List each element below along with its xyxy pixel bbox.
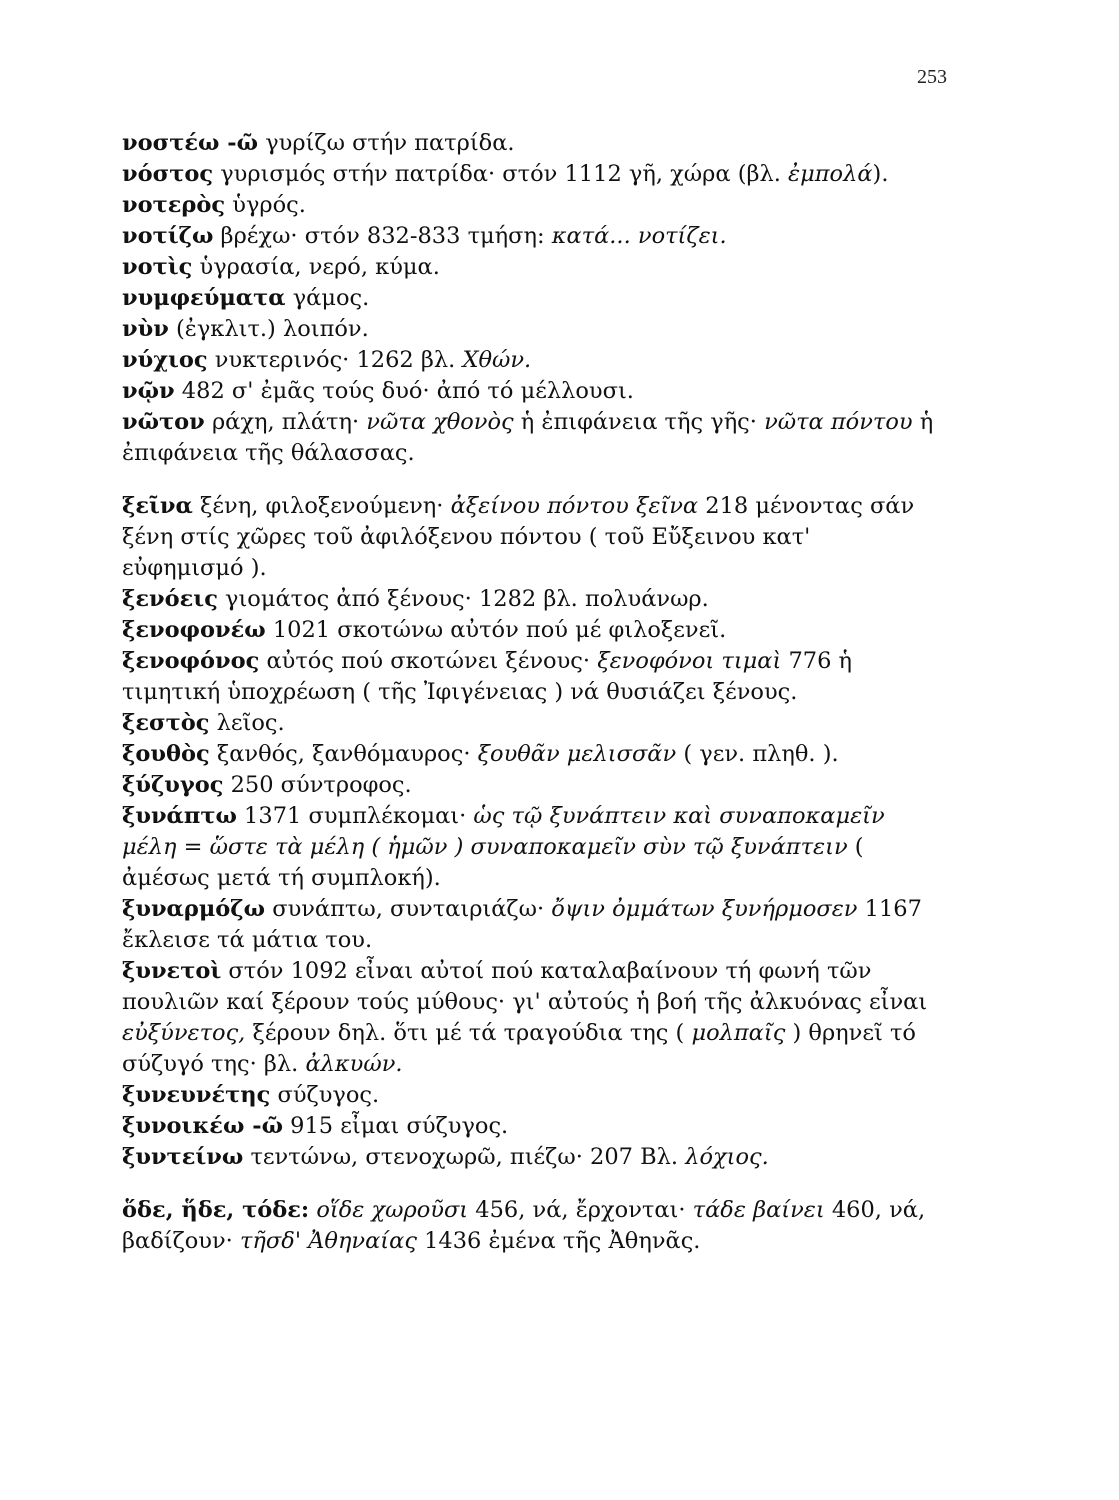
entry-quotation: τῆσδ' Ἀθηναίας — [239, 1228, 417, 1254]
glossary-entry — [122, 956, 937, 1080]
entry-definition: 456, νά, ἔρχονται· — [468, 1197, 693, 1223]
entry-quotation: κατά... νοτίζει. — [551, 223, 727, 249]
glossary-entry — [122, 1195, 937, 1257]
entry-definition: 1436 ἐμένα τῆς Ἀθηνᾶς. — [416, 1228, 701, 1254]
glossary-entries — [122, 128, 937, 1257]
glossary-entry — [122, 190, 937, 221]
entry-quotation: μολπαῖς — [691, 1020, 786, 1046]
glossary-entry — [122, 1142, 937, 1173]
entry-lemma: νοτίζω — [122, 223, 214, 249]
entry-lemma: ξυνάπτω — [122, 803, 237, 829]
entry-definition: 1021 σκοτώνω αὐτόν πού μέ φιλοξενεῖ. — [265, 617, 727, 643]
entry-lemma: ξυνοικέω -ῶ — [122, 1113, 284, 1139]
entry-definition: (ἐγκλιτ.) λοιπόν. — [168, 316, 369, 342]
entry-definition: 1167 ἔκλεισε τά μάτια του. — [122, 896, 922, 953]
entry-quotation: ἀξείνου πόντου ξεῖνα — [450, 493, 699, 519]
entry-definition: γιομάτος ἀπό ξένους· 1282 βλ. πολυάνωρ. — [217, 586, 709, 612]
entry-definition: ξένη, φιλοξενούμενη· — [192, 493, 451, 519]
entry-definition: 776 ἡ τιμητική ὑποχρέωση ( τῆς Ἰφιγένειας ) νά θυσιάζει ξένους. — [122, 648, 853, 705]
entry-definition: στόν 1092 εἶναι αὐτοί πού καταλαβαίνουν τή φωνή τῶν πουλιῶν καί ξέρουν τούς μύθους· γι' αὐτούς ἡ βοή τῆς ἀλκυόνας εἶναι — [122, 958, 928, 1015]
glossary-entry — [122, 252, 937, 283]
glossary-entry — [122, 376, 937, 407]
glossary-entry — [122, 128, 937, 159]
glossary-entry — [122, 283, 937, 314]
entry-quotation: ξενοφόνοι τιμαὶ — [597, 648, 782, 674]
entry-definition: ξέρουν δηλ. ὅτι μέ τά τραγούδια της ( — [245, 1020, 692, 1046]
glossary-entry — [122, 345, 937, 376]
glossary-entry — [122, 1111, 937, 1142]
glossary-entry — [122, 894, 937, 956]
entry-definition: ) θρηνεῖ τό σύζυγό της· βλ. — [122, 1020, 916, 1077]
entry-lemma: νυμφεύματα — [122, 285, 286, 311]
entry-quotation: ἐμπολά — [788, 161, 873, 187]
entry-lemma: νῷν — [122, 378, 175, 404]
entry-definition: ἡ ἐπιφάνεια τῆς γῆς· — [513, 409, 765, 435]
glossary-entry — [122, 708, 937, 739]
entry-definition: βρέχω· στόν 832-833 τμήση: — [213, 223, 552, 249]
entry-lemma: ξυνετοὶ — [122, 958, 222, 984]
entry-lemma: ξυντείνω — [122, 1144, 244, 1170]
entry-quotation: ὡς τῷ ξυνάπτειν καὶ συναποκαμεῖν μέλη — [122, 803, 885, 860]
entry-definition: 460, νά, βαδίζουν· — [122, 1197, 926, 1254]
entry-definition: 482 σ' ἐμᾶς τούς δυό· ἀπό τό μέλλουσι. — [174, 378, 634, 404]
entry-definition: ). — [872, 161, 889, 187]
glossary-entry — [122, 739, 937, 770]
entry-definition: ὑγρός. — [225, 192, 306, 218]
entry-quotation: ξουθᾶν μελισσᾶν — [477, 741, 677, 767]
entry-definition: ἡ ἐπιφάνεια τῆς θάλασσας. — [122, 409, 934, 466]
entry-definition: ράχη, πλάτη· — [204, 409, 367, 435]
entry-lemma: νόστος — [122, 161, 214, 187]
glossary-entry — [122, 646, 937, 708]
entry-quotation: λόχιος. — [685, 1144, 769, 1170]
page-number: 253 — [917, 66, 947, 88]
entry-quotation: εὐξύνετος, — [122, 1020, 246, 1046]
glossary-entry — [122, 407, 937, 469]
entry-definition: 250 σύντροφος. — [223, 772, 412, 798]
entry-lemma: ὅδε, ἥδε, τόδε: — [122, 1197, 310, 1223]
glossary-entry — [122, 491, 937, 584]
entry-lemma: νοτερὸς — [122, 192, 226, 218]
entry-lemma: ξουθὸς — [122, 741, 210, 767]
entry-lemma: νοτὶς — [122, 254, 193, 280]
entry-lemma: ξενοφονέω — [122, 617, 266, 643]
entry-quotation: ὄψιν ὀμμάτων ξυνήρμοσεν — [551, 896, 858, 922]
entry-definition: αὐτός πού σκοτώνει ξένους· — [259, 648, 598, 674]
entry-definition: 1371 συμπλέκομαι· — [236, 803, 474, 829]
entry-definition: 915 εἶμαι σύζυγος. — [283, 1113, 509, 1139]
entry-quotation: οἵδε χωροῦσι — [316, 1197, 469, 1223]
glossary-entry — [122, 1080, 937, 1111]
entry-definition: = — [176, 834, 210, 860]
entry-lemma: νοστέω -ῶ — [122, 130, 259, 156]
glossary-entry — [122, 770, 937, 801]
glossary-entry — [122, 801, 937, 894]
entry-lemma: νύχιος — [122, 347, 208, 373]
glossary-entry — [122, 221, 937, 252]
entry-lemma: νὺν — [122, 316, 169, 342]
glossary-entry — [122, 584, 937, 615]
entry-definition: ξανθός, ξανθόμαυρος· — [209, 741, 478, 767]
entry-definition: τεντώνω, στενοχωρῶ, πιέζω· 207 Βλ. — [243, 1144, 686, 1170]
entry-definition: λεῖος. — [209, 710, 285, 736]
entry-definition: γάμος. — [285, 285, 370, 311]
entry-definition: 218 μένοντας σάν ξένη στίς χῶρες τοῦ ἀφιλόξενου πόντου ( τοῦ Εὔξεινου κατ' εὐφημισμό ). — [122, 493, 915, 581]
entry-lemma: ξυνευνέτης — [122, 1082, 271, 1108]
entry-quotation: ὥστε τὰ μέλη ( ἡμῶν ) συναποκαμεῖν σὺν τῷ ξυνάπτειν — [209, 834, 848, 860]
glossary-entry — [122, 159, 937, 190]
entry-quotation: τάδε βαίνει — [692, 1197, 825, 1223]
entry-definition: ( γεν. πληθ. ). — [676, 741, 839, 767]
entry-lemma: νῶτον — [122, 409, 205, 435]
entry-lemma: ξύζυγος — [122, 772, 224, 798]
entry-definition: συνάπτω, συνταιριάζω· — [265, 896, 552, 922]
entry-quotation: νῶτα πόντου — [764, 409, 913, 435]
entry-definition: ( ἀμέσως μετά τή συμπλοκή). — [122, 834, 864, 891]
entry-quotation: ἀλκυών. — [305, 1051, 403, 1077]
glossary-entry — [122, 615, 937, 646]
glossary-entry — [122, 314, 937, 345]
entry-definition: ὑγρασία, νερό, κύμα. — [192, 254, 440, 280]
entry-definition: νυκτερινός· 1262 βλ. — [207, 347, 463, 373]
entry-lemma: ξυναρμόζω — [122, 896, 266, 922]
entry-quotation: νῶτα χθονὸς — [366, 409, 514, 435]
entry-quotation: Χθών. — [462, 347, 532, 373]
entry-lemma: ξενοφόνος — [122, 648, 260, 674]
entry-definition: γυρίζω στήν πατρίδα. — [258, 130, 515, 156]
entry-definition: σύζυγος. — [270, 1082, 380, 1108]
entry-lemma: ξεῖνα — [122, 493, 193, 519]
entry-lemma: ξεστὸς — [122, 710, 210, 736]
entry-lemma: ξενόεις — [122, 586, 218, 612]
entry-definition: γυρισμός στήν πατρίδα· στόν 1112 γῆ, χώρα (βλ. — [213, 161, 789, 187]
